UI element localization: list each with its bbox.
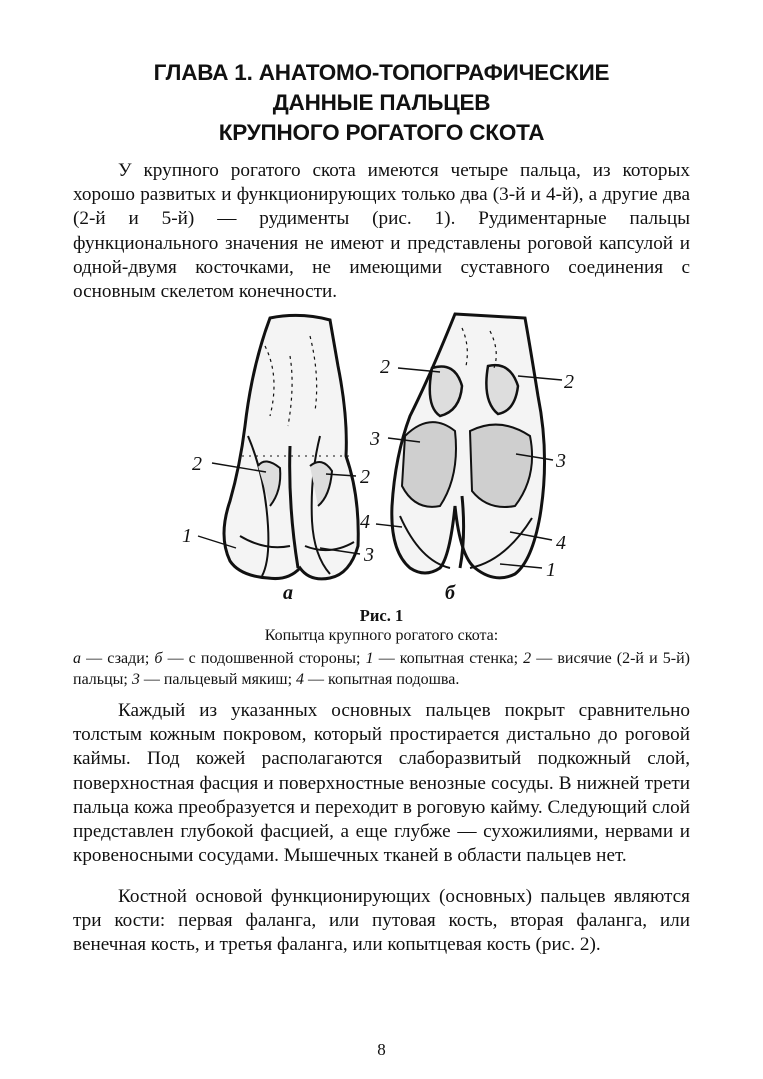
label-b-2-right: 2 bbox=[564, 371, 574, 393]
hoof-a-drawing bbox=[224, 315, 358, 578]
legend-text-3: — пальцевый мякиш; bbox=[139, 671, 297, 688]
figure-hooves bbox=[170, 306, 600, 606]
legend-text-4: — копытная подошва. bbox=[304, 671, 460, 688]
chapter-title-line-2: ДАННЫЕ ПАЛЬЦЕВ bbox=[272, 90, 491, 115]
subfigure-b-label: б bbox=[445, 582, 455, 604]
paragraph-skin: Каждый из указанных основных пальцев покрыт сравнительно толстым кожным покровом, который простирается дистально до роговой каймы. Под кожей располагаются слаборазвитый подкожный слой, поверхностная фасция и поверхностные венозные сосуды. В нижней трети пальца кожа преобразуется и переходит в роговую кайму. Следующий слой представлен глубокой фасцией, а еще глубже — сухожилиями, нервами и кровеносными сосудами. Мышечных тканей в области пальцев нет. bbox=[73, 700, 690, 867]
legend-key-2: 2 bbox=[523, 650, 532, 667]
legend-key-4: 4 bbox=[296, 671, 305, 688]
label-b-3-left: 3 bbox=[370, 428, 380, 450]
paragraph-intro: У крупного рогатого скота имеются четыре пальца, из которых хорошо развитых и функционирующих только два (3-й и 4-й), а другие два (2-й и 5-й) — рудименты (рис. 1). Рудиментарные пальцы функционального значения не имеют и представлены роговой капсулой и одной-двумя косточками, не имеющими суставного соединения с основным скелетом конечности. bbox=[73, 160, 690, 303]
label-b-4-right: 4 bbox=[556, 532, 566, 554]
hoof-illustration bbox=[170, 306, 600, 606]
label-a-2-right: 2 bbox=[360, 466, 370, 488]
hoof-b-drawing bbox=[392, 314, 545, 578]
legend-text-a: — сзади; bbox=[81, 650, 155, 667]
legend-key-b: б bbox=[154, 650, 163, 667]
chapter-title-line-1: ГЛАВА 1. АНАТОМО-ТОПОГРАФИЧЕСКИЕ bbox=[153, 60, 610, 85]
label-a-3: 3 bbox=[364, 544, 374, 566]
legend-key-3: 3 bbox=[131, 671, 140, 688]
legend-text-1: — копытная стенка; bbox=[373, 650, 524, 667]
label-b-3-right: 3 bbox=[556, 450, 566, 472]
figure-caption-title: Рис. 1 bbox=[359, 606, 404, 625]
label-b-4-left: 4 bbox=[360, 511, 370, 533]
subfigure-a-label: а bbox=[283, 582, 293, 604]
legend-text-2: — висячие (2-й и 5-й) пальцы; bbox=[73, 650, 691, 688]
label-a-2-left: 2 bbox=[192, 453, 202, 475]
label-a-1: 1 bbox=[182, 525, 192, 547]
chapter-title-line-3: КРУПНОГО РОГАТОГО СКОТА bbox=[218, 120, 545, 145]
label-b-1: 1 bbox=[546, 559, 556, 581]
page-number: 8 bbox=[377, 1040, 386, 1059]
chapter-title bbox=[60, 58, 703, 148]
legend-text-b: — с подошвенной стороны; bbox=[162, 650, 366, 667]
label-b-2-left: 2 bbox=[380, 356, 390, 378]
legend-key-1: 1 bbox=[365, 650, 374, 667]
figure-caption-legend bbox=[73, 648, 690, 690]
paragraph-bones: Костной основой функционирующих (основных) пальцев являются три кости: первая фаланга, или путовая кость, вторая фаланга, или венечная кость, и третья фаланга, или копытцевая кость (рис. 2). bbox=[73, 886, 690, 956]
figure-caption-subtitle: Копытца крупного рогатого скота: bbox=[264, 627, 499, 644]
legend-key-a: а bbox=[73, 650, 81, 667]
